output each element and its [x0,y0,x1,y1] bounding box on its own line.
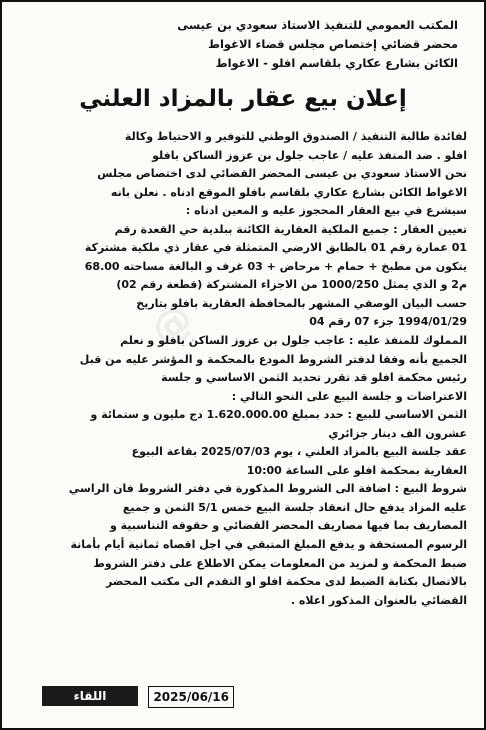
bailiff-office-header [122,16,458,73]
body-line: الجميع بأنه وفقا لدفتر الشروط المودع بالمحكمة و المؤشر عليه من قبل [79,352,467,366]
body-line: ضبط المحكمة و لمزيد من المعلومات يمكن الاطلاع على دفتر الشروط [93,556,467,570]
body-line: حسب البيان الوصفي المشهر بالمحافظة العقارية بافلو بتاريخ [136,296,467,310]
body-line: يتكون من مطبخ + حمام + مرحاض + 03 غرف و البالغة مساحته 68.00 [84,259,467,273]
body-line: عقد جلسة البيع بالمزاد العلني ، يوم 2025/07/03 بقاعة البيوع [131,445,467,459]
body-line: الرسوم المستحقة و يدفع المبلغ المتبقي في اجل اقصاه ثمانية أيام بأمانة [70,538,467,552]
body-line: الاغواط الكائن بشارع عكاري بلقاسم بافلو الموقع ادناه . نعلن بانه [110,185,467,199]
body-line: افلو . ضد المنفذ عليه / عاجب جلول بن عزوز الساكن بافلو [152,148,467,162]
body-line: عليه المزاد يدفع حال انعقاد جلسة البيع خمس 5/1 الثمن و جميع [122,500,467,514]
body-line: لفائدة طالبة التنفيذ / الصندوق الوطني للتوفير و الاحتياط وكالة [124,130,467,143]
newspaper-name: اللقاء [42,686,138,706]
header-line-3: الكائن بشارع عكاري بلقاسم افلو - الاغواط [215,56,458,70]
body-line: سيشرع في بيع العقار المحجوز عليه و المعين ادناه : [185,204,467,218]
body-line: المملوك للمنفذ عليه : عاجب جلول بن عزوز الساكن بافلو و نعلم [120,334,467,348]
body-line: القضائي بالعنوان المذكور اعلاه . [290,593,467,607]
body-line: العقارية بمحكمة افلو على الساعة 10:00 [246,463,467,477]
body-line: الثمن الاساسي للبيع : حدد بمبلغ 1.620.000.00 دج مليون و ستمائة و [90,408,467,422]
footer [42,686,234,706]
body-line: عشرون الف دينار جزائري [328,426,467,440]
body-line: نحن الاستاذ سعودي بن عيسى المحضر القضائي لدى اختصاص مجلس [97,167,467,181]
announcement-title: إعلان بيع عقار بالمزاد العلني [79,86,407,112]
body-line: تعيين العقار : جميع الملكية العقارية الكائنة ببلدية حي القعدة رقم [114,222,467,236]
header-line-2: محضر قضائي إختصاص مجلس قضاء الاغواط [208,37,458,51]
body-line: شروط البيع : اضافة الى الشروط المذكورة في دفتر الشروط فان الراسي [68,482,467,496]
body-line: 1994/01/29 جزء 07 رقم 04 [309,315,467,329]
header-line-1: المكتب العمومي للتنفيذ الاستاذ سعودي بن عيسى [177,18,458,32]
watermark: @ [142,294,202,356]
publication-date: 2025/06/16 [148,686,234,708]
body-line: م2 و الذي يمثل 1000/250 من الاجزاء المشتركة (قطعة رقم 02) [116,278,467,292]
body-line: رئيس محكمة افلو قد تقرر تحديد الثمن الاساسي و جلسة [161,371,467,385]
announcement-body [20,128,467,610]
body-line: بالاتصال بكتابة الضبط لدى محكمة افلو او التقدم الى مكتب المحضر [105,575,467,589]
body-line: الاعتراضات و جلسة البيع على النحو التالي : [231,389,467,403]
body-line: 01 عمارة رقم 01 بالطابق الارضي المتمثلة في عقار ذي ملكية مشتركة [84,241,467,255]
body-line: المصاريف بما فيها مصاريف المحضر القضائي و حقوقه التناسبية و [109,519,467,533]
